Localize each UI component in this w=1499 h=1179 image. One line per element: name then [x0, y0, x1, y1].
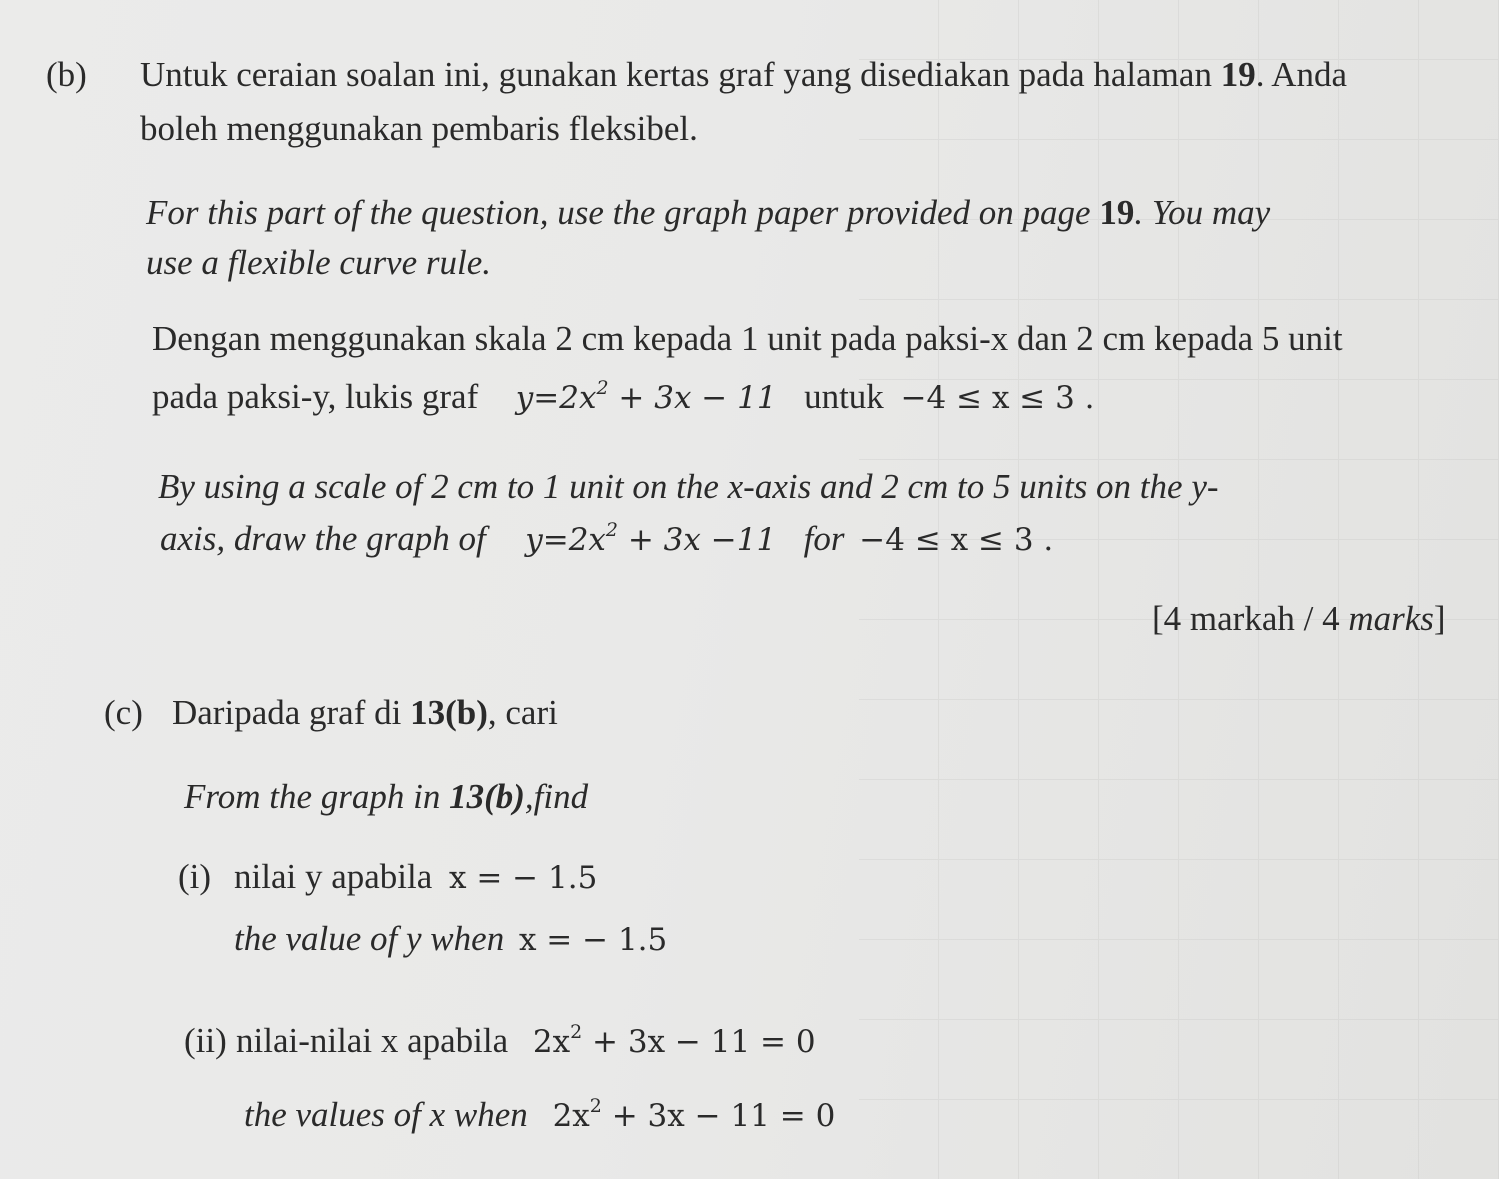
- sub-ii-english: the values of x when $2x^2 + 3x - 11 = 0$: [244, 1095, 836, 1134]
- domain-english: −4 ≤ x ≤ 3 .: [859, 522, 1054, 558]
- part-c-english: From the graph in 13(b),find: [184, 777, 589, 816]
- part-c-label: (c): [104, 693, 143, 732]
- scale-malay-line2: pada paksi-y, lukis graf $y=2x^2 + 3x - 11$ untuk −4 ≤ x ≤ 3 .: [152, 377, 1095, 416]
- marks: [4 markah / 4 marks]: [1152, 599, 1446, 638]
- sub-i-expression: x = − 1.5: [449, 860, 598, 896]
- sub-i-expression-english: x = − 1.5: [518, 922, 668, 958]
- sub-i-malay: nilai y apabila x = − 1.5: [234, 857, 598, 896]
- sub-ii-equation-english: $2x^2 + 3x - 11 = 0$: [552, 1095, 836, 1134]
- graph-paper-showthrough: [859, 0, 1499, 1179]
- scale-malay-line1: Dengan menggunakan skala 2 cm kepada 1 unit pada paksi-x dan 2 cm kepada 5 unit: [152, 319, 1343, 358]
- equation-malay: $y=2x^2 + 3x - 11$: [515, 377, 777, 416]
- part-b-english-line1: For this part of the question, use the graph paper provided on page 19. You may: [146, 193, 1271, 232]
- sub-ii-malay: nilai-nilai x apabila $2x^2 + 3x - 11 = 0$: [236, 1021, 816, 1060]
- part-c-malay: Daripada graf di 13(b), cari: [172, 693, 558, 732]
- sub-ii-label: (ii): [184, 1021, 227, 1060]
- sub-ii-equation: $2x^2 + 3x - 11 = 0$: [532, 1021, 816, 1060]
- scale-english-line2: axis, draw the graph of $y=2x^2 + 3x -11$ for −4 ≤ x ≤ 3 .: [160, 519, 1054, 558]
- sub-i-label: (i): [178, 857, 212, 896]
- part-b-label: (b): [46, 55, 87, 94]
- sub-i-english: the value of y when x = − 1.5: [234, 919, 668, 958]
- scale-english-line1: By using a scale of 2 cm to 1 unit on the x-axis and 2 cm to 5 units on the y-: [158, 467, 1219, 506]
- equation-english: $y=2x^2 + 3x -11$: [525, 519, 777, 558]
- part-b-malay-line1: Untuk ceraian soalan ini, gunakan kertas graf yang disediakan pada halaman 19. Anda: [140, 55, 1348, 94]
- part-b-malay-line2: boleh menggunakan pembaris fleksibel.: [140, 109, 698, 148]
- domain-malay: −4 ≤ x ≤ 3 .: [900, 380, 1095, 416]
- part-b-english-line2: use a flexible curve rule.: [146, 243, 492, 282]
